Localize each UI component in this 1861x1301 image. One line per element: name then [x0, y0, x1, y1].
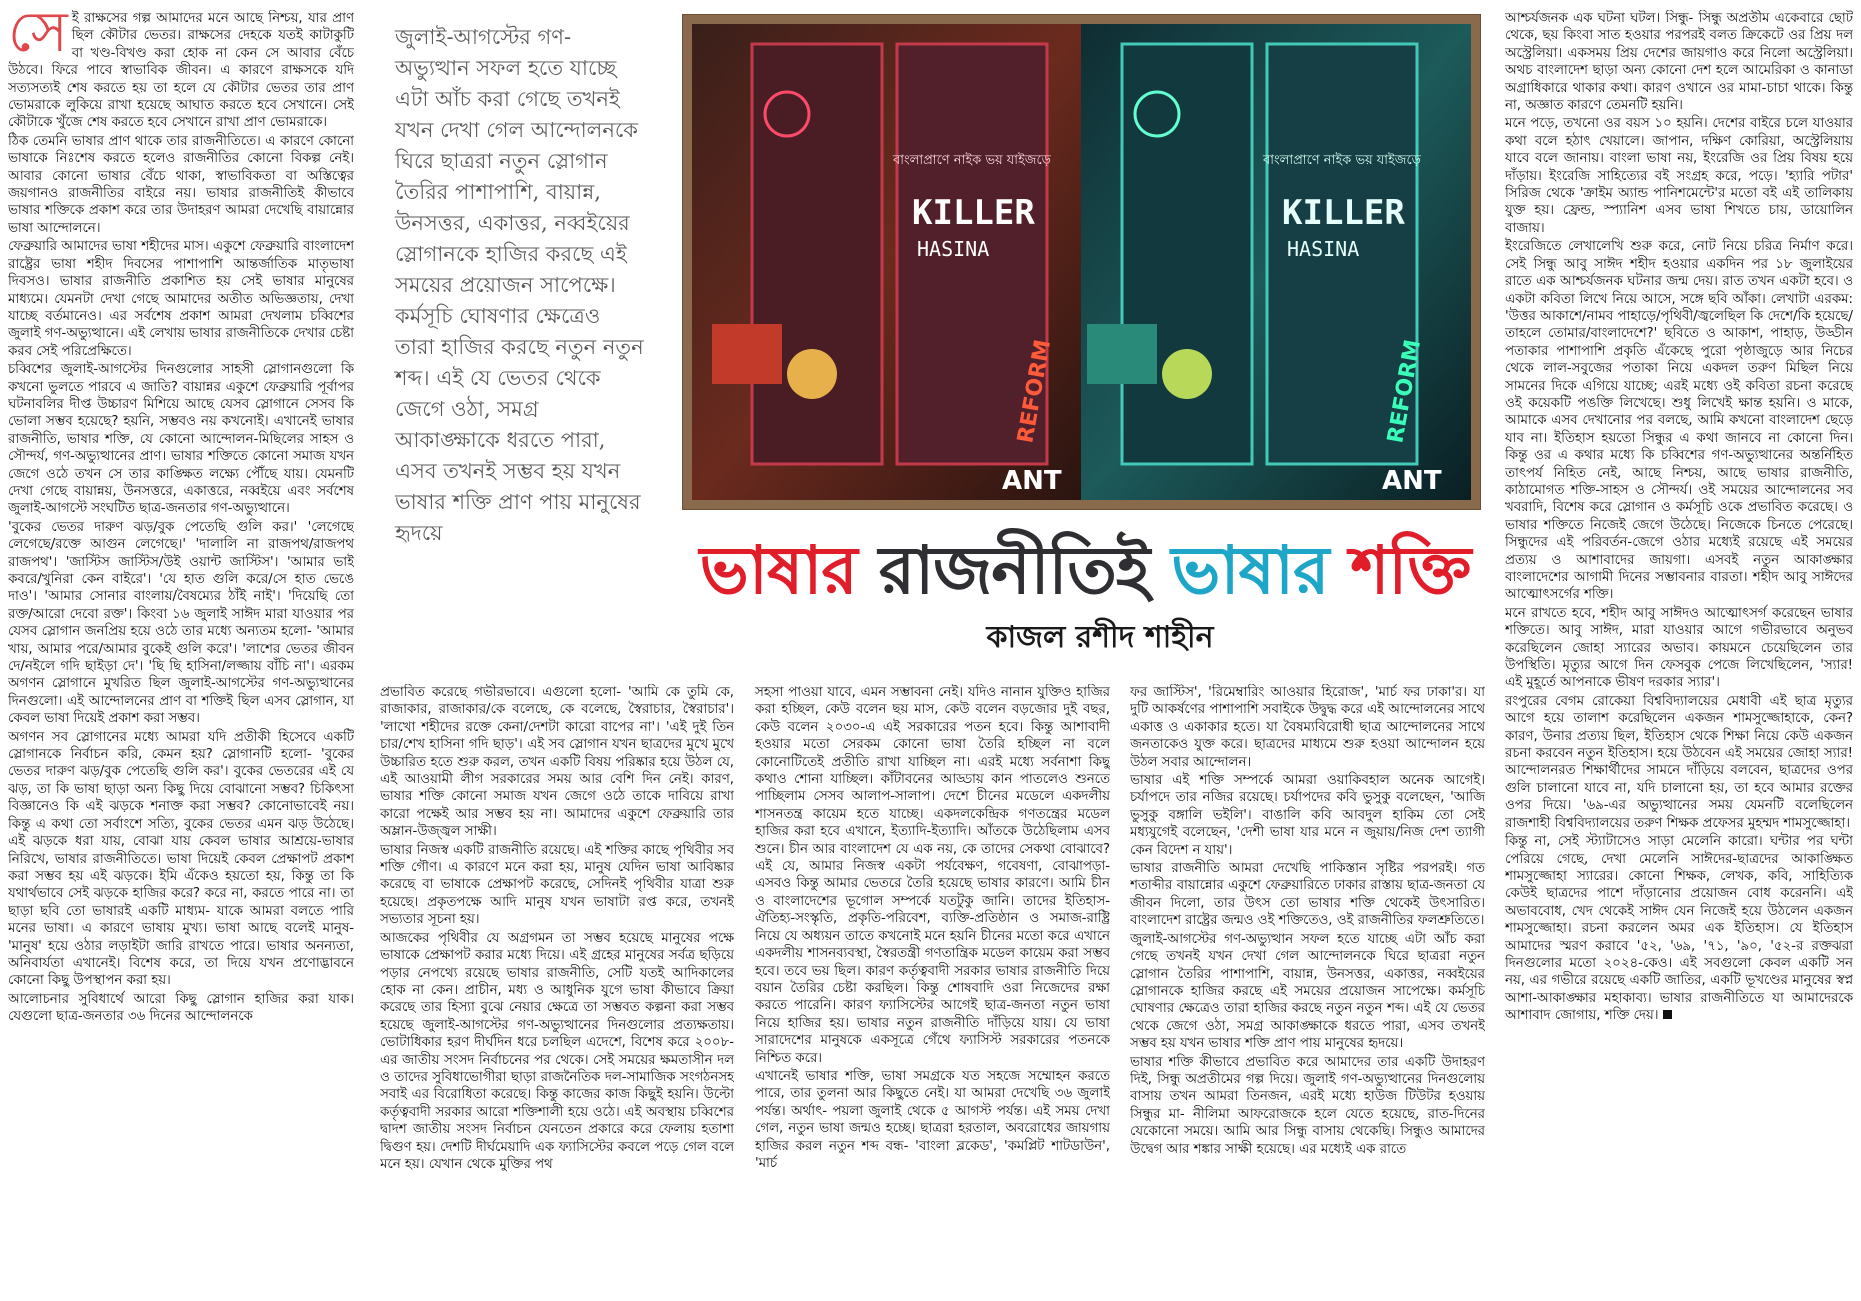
article-headline	[690, 530, 1480, 610]
wall-text-hasina-left: HASINA	[917, 237, 990, 261]
end-of-article-mark	[1663, 1010, 1672, 1019]
paragraph: ঠিক তেমনি ভাষার প্রাণ থাকে তার রাজনীতিতে। এ কারণে কোনো ভাষাকে নিঃশেষ করতে হলেও রাজনীতির কোনো বিকল্প নেই। আবার কোনো ভাষার বেঁচে থাকা, স্বাভাবিকতা বা অস্তিত্বের জয়গানও রাজনীতির বাইরে নয়। ভাষার রাজনীতিই কীভাবে ভাষার শক্তিকে প্রকাশ করে তার উদাহরণ আমরা দেখেছি বায়ান্নোর ভাষা আন্দোলনে।	[8, 133, 354, 236]
paragraph: 'বুকের ভেতর দারুণ ঝড়/বুক পেতেছি গুলি কর।' 'লেগেছে লেগেছে/রক্তে আগুন লেগেছে।' 'দালালি না রাজপথ/রাজপথ রাজপথ'। 'জাস্টিস জাস্টিস/উই ওয়ান্ট জাস্টিস'। 'আমার ভাই কবরে/খুনিরা কেন বাইরে'। 'যে হাত গুলি করে/সে হাত ভেঙে দাও'। 'আমার সোনার বাংলায়/বৈষম্যের ঠাঁই নাই'। 'দিয়েছি তো রক্ত/আরো দেবো রক্ত'। কিংবা ১৬ জুলাই সাঈদ মারা যাওয়ার পর যেসব স্লোগান জনপ্রিয় হয়ে ওঠে তার মধ্যে অন্যতম হলো- 'আমার খায়, আমার পরে/আমার বুকেই গুলি করে'। 'লাশের ভেতর জীবন দে/নইলে গদি ছাইড়া দে'। 'ছি ছি হাসিনা/লজ্জায় বাঁচি না'। এরকম অগণন স্লোগানে মুখরিত ছিল জুলাই-আগস্টের গণ-অভ্যুত্থানের দিনগুলো। এই আন্দোলনের প্রাণ বা শক্তিই ছিল এসব স্লোগান, যা কেবল ভাষা দিয়েই প্রকাশ করা সম্ভব।	[8, 519, 354, 727]
paragraph: ফেব্রুয়ারি আমাদের ভাষা শহীদের মাস। একুশে ফেব্রুয়ারি বাংলাদেশ রাষ্ট্রের ভাষা শহীদ দিবসের পাশাপাশি আন্তর্জাতিক মাতৃভাষা দিবসও। ভাষার রাজনীতি প্রকাশিত হয় সেই ভাষার মানুষের মাধ্যমে। যেমনটা দেখা গেছে আমাদের অতীত অভিজ্ঞতায়, দেখা যাচ্ছে বর্তমানেও। এর সর্বশেষ প্রকাশ আমরা দেখলাম চব্বিশের জুলাই গণ-অভ্যুত্থানে। এই লেখায় ভাষার রাজনীতিকে দেখার চেষ্টা করব সেই পরিপ্রেক্ষিতে।	[8, 239, 354, 359]
protest-graffiti-photo	[682, 14, 1481, 510]
drop-cap: সে	[8, 10, 68, 65]
wall-bangla-right: বাংলাপ্রাণে নাইক ভয় যাইজড়ে	[1263, 153, 1421, 168]
paragraph: ভাষার রাজনীতি আমরা দেখেছি পাকিস্তান সৃষ্টির পরপরই। গত শতাব্দীর বায়ান্নোর একুশে ফেব্রুয়ারিতে ঢাকার রাস্তায় ছাত্র-জনতা যে জীবন দিলো, তার উৎস তো ভাষার শক্তি থেকেই উৎসারিত। বাংলাদেশ রাষ্ট্রের জন্মও ওই শক্তিতেও, ওই রাজনীতির ফলশ্রুতিতে।	[1130, 861, 1485, 929]
wall-text-ant-right: ANT	[1382, 466, 1442, 496]
article-column-2	[380, 684, 734, 1292]
paragraph: আশ্চর্যজনক এক ঘটনা ঘটল। সিন্ধু- সিন্ধু অপ্রতীম একেবারে ছোট থেকে, ছয় কিংবা সাত হওয়ার পরপরই বলত ক্রিকেটে ওর প্রিয় দল অস্ট্রেলিয়া। একসময় প্রিয় দেশের জায়গাও করে নিলো অস্ট্রেলিয়া। অথচ বাংলাদেশ ছাড়া অন্য কোনো দেশ হলে আমেরিকা ও কানাডা অগ্রাধিকারে থাকার কথা। কারণ ওখানে ওর মামা-চাচা থাকে। কিন্তু না, অজ্ঞাত কারণে তেমনটি হয়নি।	[1505, 11, 1853, 114]
headline-word-4: শক্তি	[1350, 531, 1471, 609]
paragraph: ইংরেজিতে লেখালেখি শুরু করে, নোট নিয়ে চরিত্র নির্মাণ করে। সেই সিন্ধু আবু সাঈদ শহীদ হওয়ার একদিন পর ১৮ জুলাইয়ের রাতে এক আশ্চর্যজনক ঘটনার জন্ম দেয়। রাত তখন একটা হবে। ও একটা কবিতা লিখে নিয়ে আসে, সঙ্গে ছবি আঁকা। লেখাটা এরকম: 'উত্তর আকাশে/নামব পাহাড়ে/পৃথিবী/জ্বলেছিল কি দেশে/কি হয়েছে/তাহলে তোমার/বাংলাদেশে?' ছবিতে ও আকাশ, পাহাড়, উড্ডীন পতাকার পাশাপাশি প্রকৃতি এঁকেছে পুরো পৃষ্ঠাজুড়ে আর নিচের থেকে লাল-সবুজের পতাকা নিয়ে একদল তরুণ মিছিল নিয়ে সামনের দিকে এগিয়ে যাচ্ছে; এরই মধ্যে ওই কবিতা রচনা করেছে ওই কয়েকটি পঙক্তি লিখেছে। শুধু লিখেই ক্ষান্ত হয়নি। ও মাকে, আমাকে এসব দেখানোর পর বলছে, আমি কখনো বাংলাদেশ ছেড়ে যাব না। ইতিহাস হয়তো সিন্ধুর এ কথা জানবে না কোনো দিন। কিন্তু ওর এ কথার মধ্যে কি চব্বিশের গণ-অভ্যুত্থানের অন্তর্নিহিত তাৎপর্য নিহিত নেই, আছে নিশ্চয়, আছে ভাষার রাজনীতি, কাঠামোগত শক্তি-সাহস ও সৌন্দর্য। ওই সময়ের আন্দোলনের সব খবরাদি, বিশেষ করে স্লোগান ও কর্মসূচি ওকে প্রভাবিত করেছে। ও ভাষার শক্তিতে নিজেই জেগে উঠেছে। নিজেকে চিনতে পেরেছে। সিন্ধুদের এই পরিবর্তন-জেগে ওঠার মধ্যেই রয়েছে এই সময়ের প্রত্যয় ও আশাবাদের জায়গা। এসবই নতুন আকাঙ্ক্ষার বাংলাদেশের আগামী দিনের সম্ভাবনার বারতা। শহীদ আবু সাঈদের আত্মোৎসর্গের শক্তি।	[1505, 239, 1853, 603]
wall-text-killer-left: KILLER	[912, 193, 1035, 233]
paragraph	[1505, 833, 1853, 1024]
graffiti-wall-image	[692, 24, 1471, 500]
paragraph: মনে রাখতে হবে, শহীদ আবু সাঈদও আত্মোৎসর্গ করেছেন ভাষার শক্তিতে। আবু সাঈদ, মারা যাওয়ার আগে গভীরভাবে অনুভব করেছিলেন জোহা স্যারের অভাব। কায়মনে চেয়েছিলেন তার উপস্থিতি। মৃত্যুর আগে দিন ফেসবুক পেজে লিখেছিলেন, 'স্যার! এই মুহূর্তে আপনাকে ভীষণ দরকার স্যার'।	[1505, 605, 1853, 691]
article-column-1	[8, 10, 354, 1292]
wall-text-reform-right: REFORM	[1383, 337, 1427, 446]
wall-text-killer-right: KILLER	[1282, 193, 1405, 233]
paragraph: আলোচনার সুবিধার্থে আরো কিছু স্লোগান হাজির করা যাক। যেগুলো ছাত্র-জনতার ৩৬ দিনের আন্দোলনকে	[8, 991, 354, 1025]
wall-text-hasina-right: HASINA	[1287, 237, 1360, 261]
paragraph: জুলাই-আগস্টের গণ-অভ্যুত্থান সফল হতে যাচ্ছে এটা আঁচ করা গেছে তখনই যখন দেখা গেল আন্দোলনকে ঘিরে ছাত্ররা নতুন স্লোগান তৈরির পাশাপাশি, বায়ান্ন, উনসত্তর, একাত্তর, নব্বইয়ের স্লোগানকে হাজির করছে এই সময়ের প্রয়োজন সাপেক্ষে। কর্মসূচি ঘোষণার ক্ষেত্রেও তারা হাজির করছে নতুন নতুন শব্দ। এই যে ভেতর থেকে জেগে ওঠা, সমগ্র আকাঙ্ক্ষাকে ধরতে পারা, এসব তখনই সম্ভব হয় যখন ভাষার শক্তি প্রাণ পায় মানুষের হৃদয়ে।	[1130, 931, 1485, 1052]
paragraph: প্রভাবিত করেছে গভীরভাবে। এগুলো হলো- 'আমি কে তুমি কে, রাজাকার, রাজাকার/কে বলেছে, কে বলেছে, স্বৈরাচার, স্বৈরাচার'। 'লাখো শহীদের রক্তে কেনা/দেশটা কারো বাপের না'। 'এই দুই তিন চার/শেখ হাসিনা গদি ছাড়'। এই সব স্লোগান যখন ছাত্রদের মুখে মুখে উচ্চারিত হতে শুরু করল, তখন একটি বিষয় পরিষ্কার হয়ে উঠল যে, এই আওয়ামী লীগ সরকারের সময় আর বেশি দিন নেই। কারণ, ভাষার শক্তি কোনো সমাজ যখন জেগে ওঠে তাকে দাবিয়ে রাখা কারো পক্ষেই আর সম্ভব হয় না। আমাদের একুশে ফেব্রুয়ারি তার অম্লান-উজ্জ্বল সাক্ষী।	[380, 685, 734, 840]
paragraph: অগণন সব স্লোগানের মধ্যে আমরা যদি প্রতীকী হিসেবে একটি স্লোগানকে নির্বাচন করি, কেমন হয়? স্লোগানটি হলো- 'বুকের ভেতর দারুণ ঝড়/বুক পেতেছি গুলি কর'। বুকের ভেতরের এই যে ঝড়, তা কি ভাষা ছাড়া অন্য কিছু দিয়ে বোঝানো সম্ভব? চিকিৎসা বিজ্ঞানেও কি এই ঝড়কে শনাক্ত করা সম্ভব? কোনোভাবেই নয়। কিন্তু এ কথা তো সর্বাংশে সত্যি, বুকের ভেতর এমন ঝড় উঠেছে। এই ঝড়কে ধরা যায়, বোঝা যায় কেবল ভাষার আশ্রয়ে-ভাষার নিরিখে, ভাষার রাজনীতিতে। ভাষা দিয়েই কেবল প্রেক্ষাপট প্রকাশ করা সম্ভব হয় এই ঝড়কে। ইমি এঁকেও হয়তো হয়, কিন্তু তা কি যথার্থভাবে সেই ঝড়কে হাজির করে? করে না, করতে পারে না। তা ছাড়া ছবি তো ভাষারই একটি মাধ্যম- যাকে আমরা বলতে পারি মনের ভাষা। এ কারণে ভাষায় মুখ্য। ভাষা আছে বলেই মানুষ- 'মানুষ' হয়ে ওঠার লড়াইটা জারি রাখতে পারে। ভাষার অনন্যতা, অনিবার্যতা এখানেই। বিশেষ করে, তা দিয়ে যখন প্রণোদ্ভাবনে কোনো কিছু উপস্থাপন করা হয়।	[8, 729, 354, 989]
paragraph: আজকের পৃথিবীর যে অগ্রগমন তা সম্ভব হয়েছে মানুষের পক্ষে ভাষাকে প্রেক্ষাপট করার মধ্যে দিয়ে। এই গ্রহের মানুষের সর্বত্র ছড়িয়ে পড়ার নেপথ্যে রয়েছে ভাষার রাজনীতি, সেটি যতই আদিকালের হোক না কেন। প্রাচীন, মধ্য ও আধুনিক যুগে ভাষা কীভাবে ক্রিয়া করেছে তার হিস্যা বুঝে নেয়ার ক্ষেত্রে তা সম্ভবত কল্পনা করা সম্ভব হয়েছে জুলাই-আগস্টের গণ-অভ্যুত্থানের দিনগুলোর প্রত্যক্ষতায়। ভোটাধিকার হরণ দীর্ঘদিন ধরে চলছিল এদেশে, বিশেষ করে ২০০৮-এর জাতীয় সংসদ নির্বাচনের পর থেকে। সেই সময়ের ক্ষমতাসীন দল ও তাদের সুবিধাভোগীরা ছাড়া রাজনৈতিক দল-সামাজিক সংগঠনসহ সবাই এর বিরোধিতা করেছে। কিন্তু কাজের কাজ কিছুই হয়নি। উল্টো কর্তৃত্ববাদী সরকার আরো শক্তিশালী হয়ে ওঠে। এই অবস্থায় চব্বিশের দ্বাদশ জাতীয় সংসদ নির্বাচন যেনতেন প্রকারে করে ফেলায় হতাশা দ্বিগুণ হয়। দেশটি দীর্ঘমেয়াদি এক ফ্যাসিস্টের কবলে পড়ে গেল বলে মনে হয়। যেখান থেকে মুক্তির পথ	[380, 930, 734, 1172]
wall-text-reform-left: REFORM	[1013, 337, 1057, 446]
paragraph: ভাষার এই শক্তি সম্পর্কে আমরা ওয়াকিবহাল অনেক আগেই। চর্যাপদে তার নজির রয়েছে। চর্যাপদের কবি ভুসুকু বলেছেন, 'আজি ভুসুকু বঙ্গালি ভইলি'। বাঙালি কবি আবদুল হাকিম তো সেই মধ্যযুগেই বলেছেন, 'দেশী ভাষা যার মনে ন জুয়ায়/নিজ দেশ ত্যাগী কেন বিদেশ ন যায়'।	[1130, 773, 1485, 858]
paragraph: ভাষার শক্তি কীভাবে প্রভাবিত করে আমাদের তার একটি উদাহরণ দিই, সিন্ধু অপ্রতীমের গল্প দিয়ে। জুলাই গণ-অভ্যুত্থানের দিনগুলোয় বাসায় তখন আমরা তিনজন, এরই মধ্যে হাউজ টিউটর হওয়ায় সিন্ধুর মা- নীলিমা আফরোজকে হলে যেতে হয়েছে, রাত-দিনের যেকোনো সময়ে। আমি আর সিন্ধু বাসায় থেকেছি। সিন্ধুও আমাদের উদ্বেগ আর শঙ্কার সাক্ষী হয়েছে। এর মধ্যেই এক রাতে	[1130, 1054, 1485, 1157]
headline-word-3: ভাষার	[1171, 531, 1329, 609]
paragraph-text: কিন্তু না, সেই স্ট্যাটাসেও সাড়া মেলেনি কারো। ঘন্টার পর ঘন্টা পেরিয়ে গেছে, দেখা মেলেনি সাঈদের-ছাত্রদের আকাঙ্ক্ষিত শামসুজ্জোহা স্যারের। কোনো শিক্ষক, লেখক, কবি, সাহিত্যিক কেউই ছাত্রদের পাশে দাঁড়ানোর প্রয়োজন বোধ করেননি। এই অভাববোধ, খেদ থেকেই সাঈদ যেন নিজেই হয়ে উঠলেন একজন শামসুজ্জোহা। রচনা করলেন অমর এক ইতিহাস। যে ইতিহাস আমাদের স্মরণ করাবে '৫২, '৬৯, '৭১, '৯০, '৫২-র রক্তঝরা দিনগুলোর মতো ২০২৪-কেও। এই সবগুলো কেবল একটি সন নয়, এর গভীরে রয়েছে একটি জাতির, একটি ভূখণ্ডের মানুষের স্বপ্ন আশা-আকাঙ্ক্ষার মহাকাব্য। ভাষার রাজনীতিতে যা আমাদেরকে আশাবাদ জোগায়, শক্তি দেয়।	[1505, 834, 1853, 1024]
paragraph: রংপুরের বেগম রোকেয়া বিশ্ববিদ্যালয়ের মেধাবী এই ছাত্র মৃত্যুর আগে হয়ে তালাশ করেছিলেন একজন শামসুজ্জোহাকে, কেন? কারণ, উনার প্রত্যয় ছিল, ইতিহাস থেকে শিক্ষা নিয়ে কেউ একজন রচনা করবেন নতুন ইতিহাস। হয়ে উঠবেন এই সময়ের জোহা স্যার! আন্দোলনরত শিক্ষার্থীদের সামনে দাঁড়িয়ে বলবেন, ছাত্রদের ওপর গুলি চালানো যাবে না, যদি চালানো হয়, তা হবে আমার রক্তের ওপর দিয়ে। '৬৯-এর অভ্যুত্থানের সময় যেমনটি বলেছিলেন রাজশাহী বিশ্ববিদ্যালয়ের তরুণ শিক্ষক প্রফেসর মুহম্মদ শামসুজ্জোহা।	[1505, 693, 1853, 831]
paragraph: মনে পড়ে, তখনো ওর বয়স ১০ হয়নি। দেশের বাইরে চলে যাওয়ার কথা বলে হঠাৎ খেয়ালে। জাপান, দক্ষিণ কোরিয়া, অস্ট্রেলিয়ায় যাবে বলে জানায়। বাংলা ভাষা নয়, ইংরেজি ওর প্রিয় বিষয় হয়ে দাঁড়ায়। ইংরেজি সাহিত্যের বই সংগ্রহ করে, পড়ে। 'হ্যারি পটার' সিরিজ থেকে 'ক্রাইম অ্যান্ড পানিশমেন্টে'র মতো বই এই তালিকায় যুক্ত হয়। ফ্রেন্ড, স্প্যানিশ এসব ভাষা শিখতে চায়, ডায়োলিন বাজায়।	[1505, 116, 1853, 236]
paragraph: ভাষার নিজস্ব একটি রাজনীতি রয়েছে। এই শক্তির কাছে পৃথিবীর সব শক্তি গৌণ। এ কারণে মনে করা হয়, মানুষ যেদিন ভাষা আবিষ্কার করেছে বা ভাষাকে প্রেক্ষাপট করেছে, সেদিনই পৃথিবীর যাত্রা শুরু হয়েছে। প্রকৃতপক্ষে আদি মানুষ যখন ভাষাটা রপ্ত করে, তখনই সভ্যতার সূচনা হয়।	[380, 842, 734, 928]
wall-bangla-left: বাংলাপ্রাণে নাইক ভয় যাইজড়ে	[893, 153, 1051, 168]
author-byline: কাজল রশীদ শাহীন	[986, 620, 1214, 655]
pull-quote: জুলাই-আগস্টের গণ-অভ্যুত্থান সফল হতে যাচ্ছে এটা আঁচ করা গেছে তখনই যখন দেখা গেল আন্দোলনকে ঘিরে ছাত্ররা নতুন স্লোগান তৈরির পাশাপাশি, বায়ান্ন, উনসত্তর, একাত্তর, নব্বইয়ের স্লোগানকে হাজির করছে এই সময়ের প্রয়োজন সাপেক্ষে। কর্মসূচি ঘোষণার ক্ষেত্রেও তারা হাজির করছে নতুন নতুন শব্দ। এই যে ভেতর থেকে জেগে ওঠা, সমগ্র আকাঙ্ক্ষাকে ধরতে পারা, এসব তখনই সম্ভব হয় যখন ভাষার শক্তি প্রাণ পায় মানুষের হৃদয়ে	[395, 25, 644, 545]
paragraph: এখানেই ভাষার শক্তি, ভাষা সমগ্রকে যত সহজে সম্মোহন করতে পারে, তার তুলনা আর কিছুতে নেই। যা আমরা দেখেছি ৩৬ জুলাই পর্যন্ত। অর্থাৎ- পয়লা জুলাই থেকে ৫ আগস্ট পর্যন্ত। এই সময় দেখা গেল, নতুন ভাষা জন্মও হচ্ছে। ছাত্ররা হরতাল, অবরোধের জায়গায় হাজির করল নতুন শব্দ বন্ধ- 'বাংলা ব্লকেড', 'কমপ্লিট শাটডাউন', 'মার্চ	[755, 1068, 1110, 1171]
article-column-5	[1505, 10, 1853, 1292]
wall-text-ant-left: ANT	[1002, 466, 1062, 496]
headline-word-2: রাজনীতিই	[878, 531, 1150, 609]
paragraph: ফর জাস্টিস', 'রিমেম্বারিং আওয়ার হিরোজ', 'মার্চ ফর ঢাকা'র। যা দুটি আকর্ষণের পাশাপাশি সবাইকে উদ্বুদ্ধ করে এই আন্দোলনের সাথে একাত্ত ও একাকার হতে। যা বৈষম্যবিরোধী ছাত্র আন্দোলনের সাথে জনতাকেও যুক্ত করে। ছাত্রদের মাধ্যমে শুরু হওয়া আন্দোলন হয়ে উঠল সবার আন্দোলন।	[1130, 685, 1485, 770]
paragraph: ই রাক্ষসের গল্প আমাদের মনে আছে নিশ্চয়, যার প্রাণ ছিল কৌটার ভেতর। রাক্ষসের দেহকে যতই কাটাকুটি বা খণ্ড-বিখণ্ড করা হোক না কেন সে আবার বেঁচে উঠবে। ফিরে পাবে স্বাভাবিক জীবন। এ কারণে রাক্ষসকে যদি সত্যসত্যই শেষ করতে হয় তা হলে যে কৌটার ভেতর তার প্রাণ ভোমরাকে লুকিয়ে রাখা হয়েছে আঘাত করতে হবে সেখানে। সেই কৌটাকে খুঁজে শেষ করতে হবে সেখানে রাখা প্রাণ ভোমরাকে।	[8, 11, 354, 131]
article-column-4	[1130, 684, 1485, 1292]
headline-word-1: ভাষার	[699, 531, 857, 609]
paragraph: সহসা পাওয়া যাবে, এমন সম্ভাবনা নেই। যদিও নানান যুক্তিও হাজির করা হচ্ছিল, কেউ বলেন ছয় মাস, কেউ বলেন বড়জোর দুই বছর, কেউ বলেন ২০৩০-এ এই সরকারের পতন হবে। কিন্তু আশাবাদী হওয়ার মতো সেরকম কোনো ভাষা তৈরি হচ্ছিল না বলে কোনোটিতেই প্রতীতি রাখা যাচ্ছিল না। এরই মধ্যে সর্বনাশা কিছু কথাও শোনা যাচ্ছিল। কাঁটাবনের আড্ডায় কান পাতলেও শুনতে পাচ্ছিলাম সেসব আলাপ-সালাপ। দেশে চীনের মডেলে একদলীয় শাসনতন্ত্র কায়েম হতে যাচ্ছে। একদলকেন্দ্রিক গণতন্ত্রের মডেল হাজির করা হবে এখানে, ইত্যাদি-ইত্যাদি। আঁতকে উঠেছিলাম এসব শুনে। চীন আর বাংলাদেশ যে এক নয়, কে তাদের সেকথা বোঝাবে? এই যে, আমার নিজস্ব একটা পর্যবেক্ষণ, গবেষণা, বোঝাপড়া- এসবও কিন্তু আমার ভেতরে তৈরি হয়েছে ভাষার কারণে। আমি চীন ও বাংলাদেশের ভূগোল সম্পর্কে যতটুকু জানি। তাদের ইতিহাস-ঐতিহ্য-সংস্কৃতি, প্রকৃতি-পরিবেশ, ব্যক্তি-প্রতিষ্ঠান ও সমাজ-রাষ্ট্রি নিয়ে যে অধ্যয়ন তাতে কখনোই মনে হয়নি চীনের মতো করে এখানে একদলীয় শাসনব্যবস্থা, স্বৈরতন্ত্রী গণতান্ত্রিক মডেল কায়েম করা সম্ভব হবে। তবে ভয় ছিল। কারণ কর্তৃত্ববাদী সরকার ভাষার রাজনীতি দিয়ে বয়ান তৈরির চেষ্টা করছিল। কিন্তু শোষবাদি ওরা নিজেদের রক্ষা করতে পারেনি। কারণ ফ্যাসিস্টের আগেই ছাত্র-জনতা নতুন ভাষা নিয়ে হাজির হয়। ভাষার নতুন রাজনীতি দাঁড়িয়ে যায়। যে ভাষা সারাদেশের মানুষকে একসূত্রে গেঁথে ফ্যাসিস্ট সরকারের পতনকে নিশ্চিত করে।	[755, 685, 1110, 1066]
paragraph: চব্বিশের জুলাই-আগস্টের দিনগুলোর সাহসী স্লোগানগুলো কি কখনো ভুলতে পারবে এ জাতি? বায়ান্নর একুশে ফেব্রুয়ারি পূর্বাপর ঘটনাবলির দীপ্ত উচ্চারণ মিশিয়ে আছে যেসব স্লোগানে সেসব কি ভোলা সম্ভব হয়েছে? হয়নি, সম্ভবও নয় কখনোই। এখানেই ভাষার রাজনীতি, ভাষার শক্তি, যে কোনো আন্দোলন-মিছিলের সাহস ও সৌন্দর্য, গণ-অভ্যুত্থানের প্রাণ। ভাষার শক্তিতে কোনো সমাজ যখন জেগে ওঠে তখন সে তার কাঙ্ক্ষিত লক্ষ্যে পৌঁছে যায়। যেমনটি দেখা গেছে বায়ান্নয়, উনসত্তরে, একাত্তরে, নব্বইয়ে এবং সর্বশেষ জুলাই-আগস্টে সংঘটিত ছাত্র-জনতার গণ-অভ্যুত্থানে।	[8, 362, 354, 517]
article-column-3	[755, 684, 1110, 1292]
